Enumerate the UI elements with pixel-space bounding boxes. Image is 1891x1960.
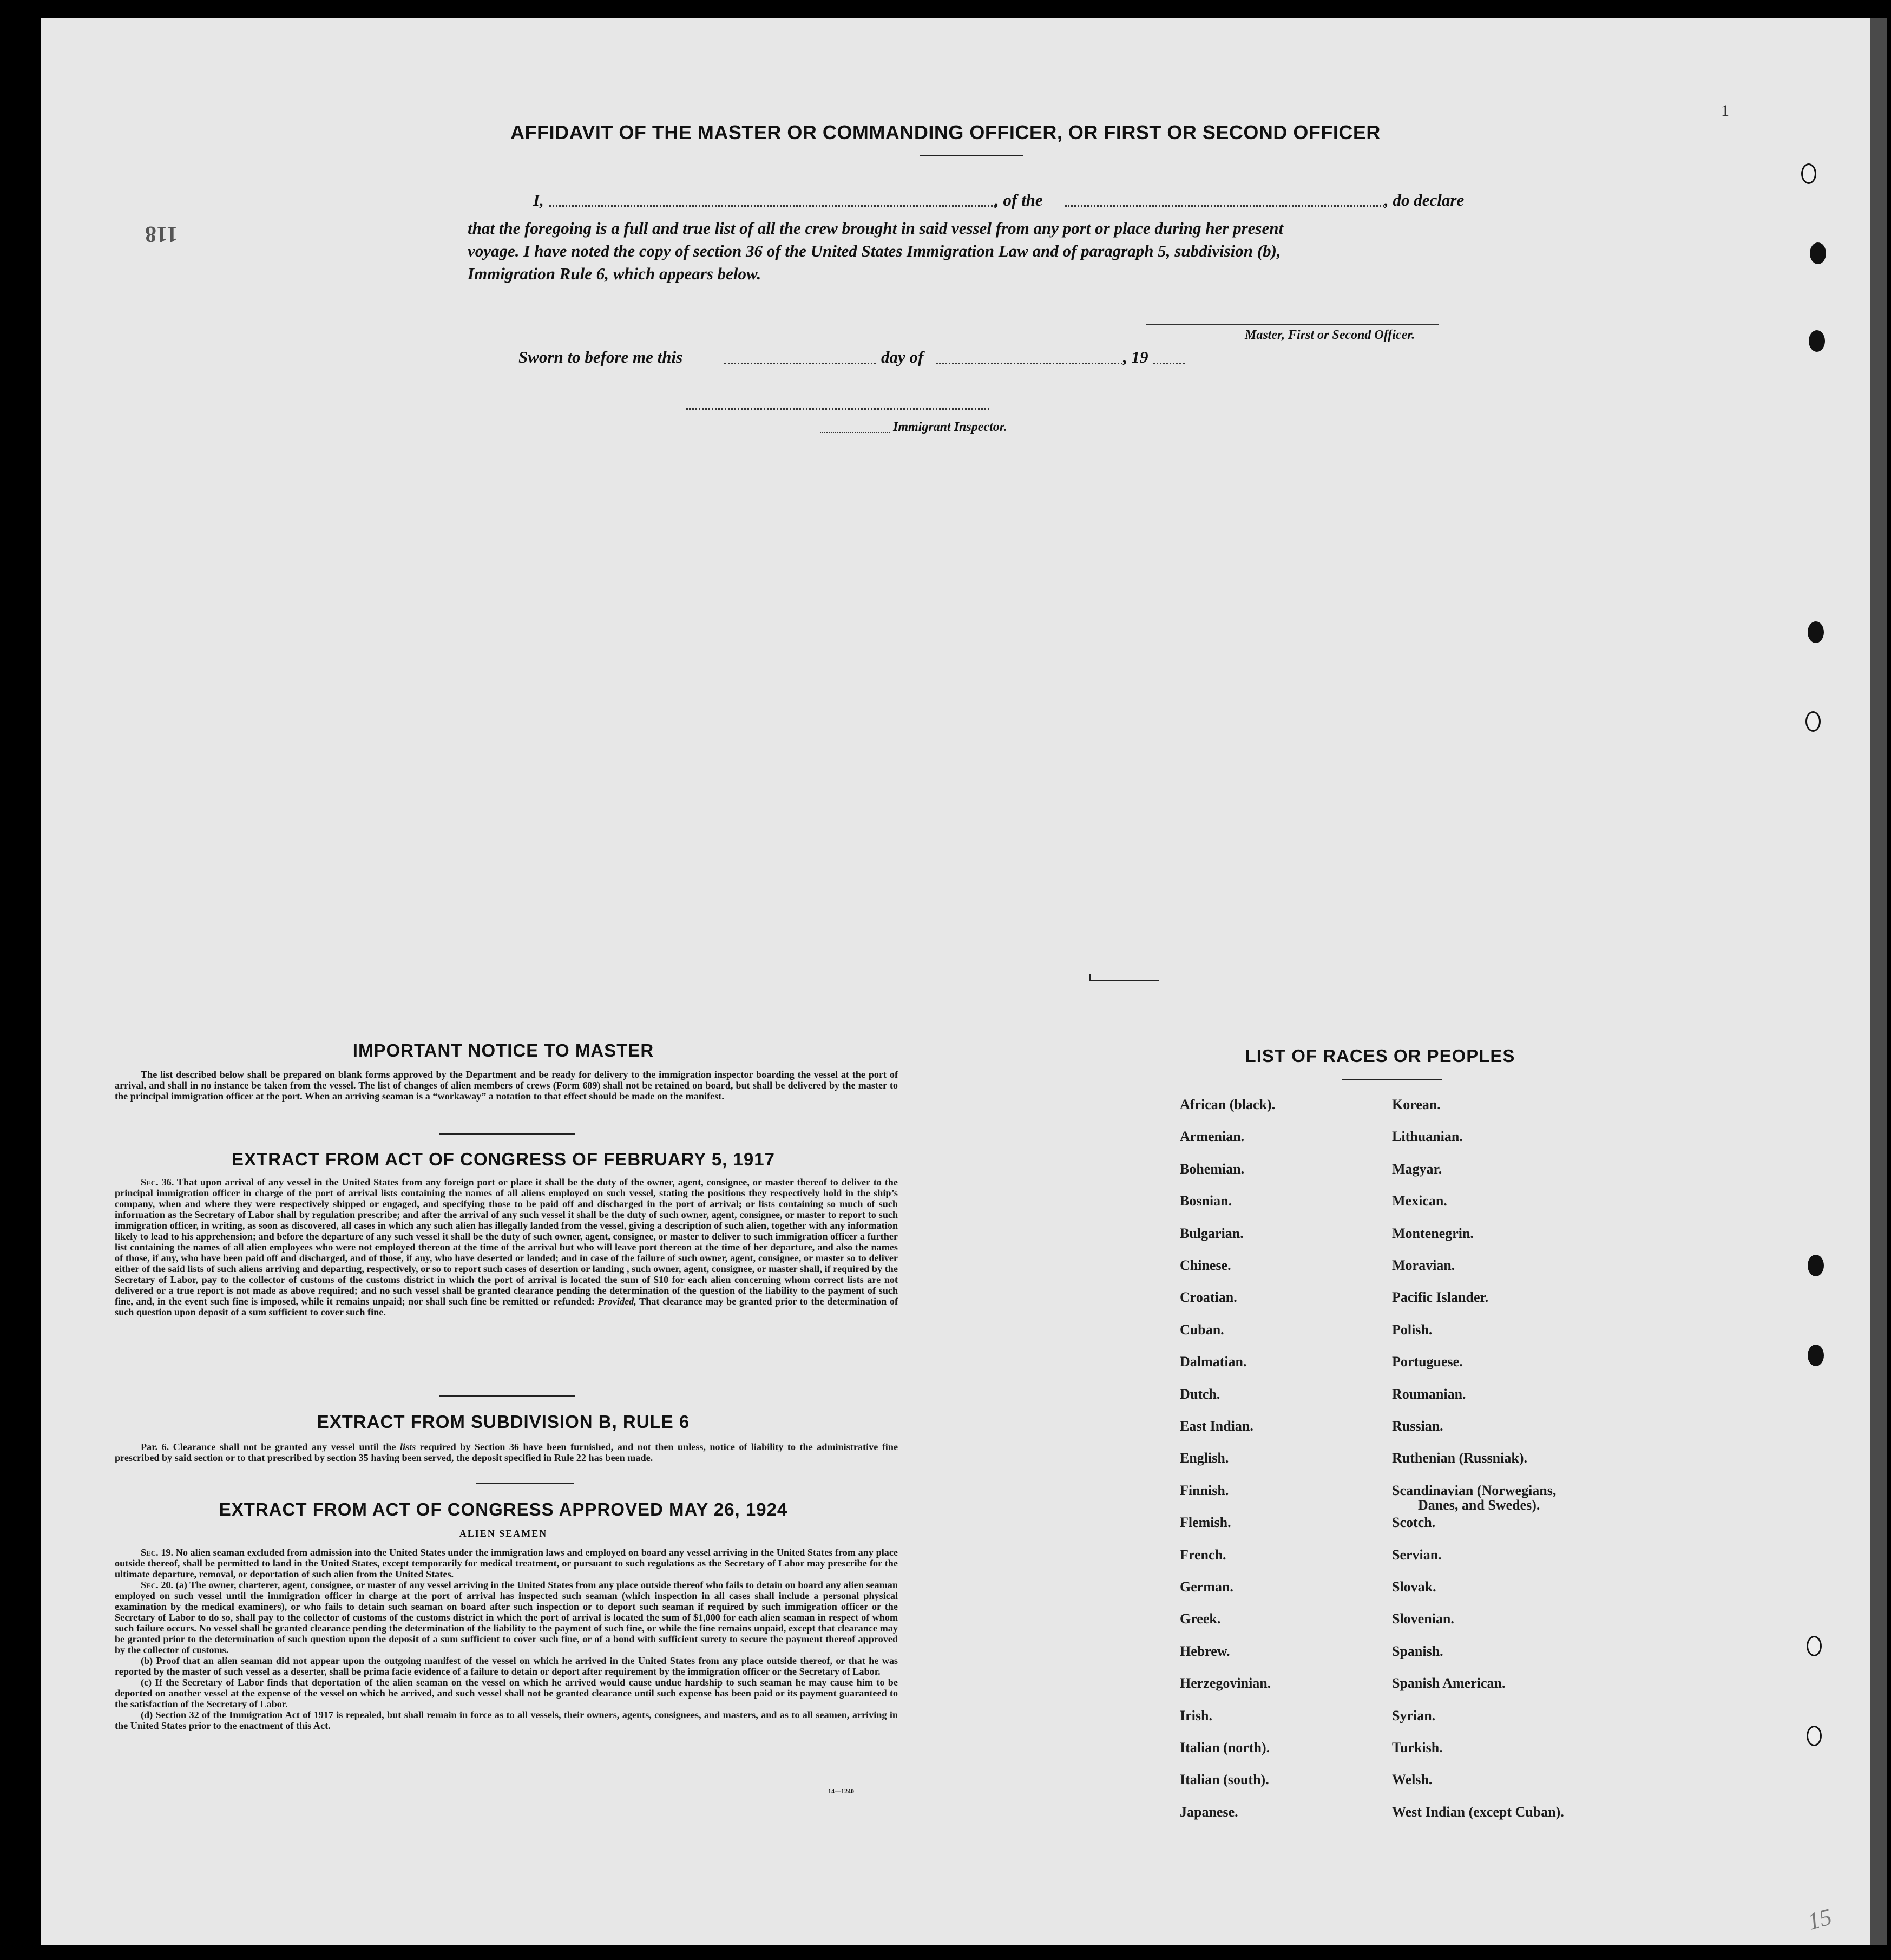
race-item: Servian. <box>1392 1546 1442 1563</box>
title-rule <box>920 155 1023 156</box>
sec36-label: Sec. 36. <box>141 1177 174 1188</box>
race-item: Ruthenian (Russniak). <box>1392 1450 1527 1466</box>
punch-hole <box>1801 163 1816 184</box>
race-item: Spanish. <box>1392 1643 1443 1659</box>
sworn-day-of: day of <box>881 348 924 366</box>
extract-1924-title: EXTRACT FROM ACT OF CONGRESS APPROVED MAY 26, 1924 <box>219 1499 788 1519</box>
race-item: West Indian (except Cuban). <box>1392 1804 1564 1820</box>
rule-3 <box>476 1483 574 1484</box>
center-mark <box>1089 980 1159 981</box>
affidavit-title: AFFIDAVIT OF THE MASTER OR COMMANDING OFFICER, OR FIRST OR SECOND OFFICER <box>510 121 1381 143</box>
race-item: Moravian. <box>1392 1257 1455 1273</box>
vessel-blank[interactable] <box>1065 205 1384 207</box>
race-item: Korean. <box>1392 1097 1441 1112</box>
affidavit-i: I, <box>533 191 544 209</box>
scan-edge <box>1870 18 1887 1945</box>
rule6-text <box>115 1441 898 1463</box>
affidavit-line-2: that the foregoing is a full and true list of all the crew brought in said vessel from any port or place during her present <box>468 219 1284 238</box>
provided-word: Provided, <box>597 1296 636 1307</box>
alien-seamen-heading: ALIEN SEAMEN <box>459 1528 548 1539</box>
master-signature-line[interactable] <box>1146 324 1439 325</box>
race-item: African (black). <box>1180 1097 1276 1112</box>
race-item: Hebrew. <box>1180 1643 1230 1659</box>
race-item: Bulgarian. <box>1180 1225 1244 1241</box>
extract-1924-text <box>115 1547 898 1731</box>
stamp-number: 118 <box>145 221 178 246</box>
race-item: Turkish. <box>1392 1740 1443 1755</box>
race-item: Polish. <box>1392 1321 1433 1338</box>
rule6-a: Par. 6. Clearance shall not be granted any vessel until the <box>141 1441 396 1452</box>
affidavit-line-3: voyage. I have noted the copy of section 36 of the United States Immigration Law and of paragraph 5, subdivision (b), <box>468 241 1281 260</box>
handwritten-number: 15 <box>1804 1903 1835 1935</box>
punch-hole <box>1808 1255 1824 1276</box>
sec20-label: Sec. 20. <box>141 1579 174 1590</box>
race-item: Roumanian. <box>1392 1386 1466 1402</box>
race-item: Syrian. <box>1392 1707 1436 1723</box>
race-item: East Indian. <box>1180 1418 1253 1434</box>
sec19-body: No alien seaman excluded from admission into the United States under the immigration laws and employed on board any vessel arriving in the United States from any place outside thereof, shall be permitted to land in the United States, except temporarily for medical treatment, or pursuant to such regulations as the Secretary of Labor may prescribe for the ultimate departure, removal, or deportation of such alien from the United States. <box>115 1547 898 1579</box>
race-item: Finnish. <box>1180 1482 1229 1498</box>
race-item: Slovenian. <box>1392 1611 1454 1627</box>
rule-2 <box>439 1395 575 1397</box>
extract-1917-title: EXTRACT FROM ACT OF CONGRESS OF FEBRUARY 5, 1917 <box>232 1149 775 1169</box>
race-item: Dalmatian. <box>1180 1354 1247 1370</box>
race-item: Portuguese. <box>1392 1354 1463 1370</box>
race-item: Spanish American. <box>1392 1675 1506 1692</box>
punch-hole <box>1808 621 1824 643</box>
sec36-end: That clearance may be granted prior to the determination of such question upon deposit of a sum sufficient to cover such fine. <box>115 1296 898 1317</box>
races-rule <box>1342 1079 1442 1080</box>
race-item: Cuban. <box>1180 1321 1224 1338</box>
race-item: Slovak. <box>1392 1579 1436 1595</box>
sec20a-body: (a) The owner, charterer, agent, consignee, or master of any vessel arriving in the United States from any place outside thereof who fails to detain on board any alien seaman employed on such vessel until the immigration officer in charge at the port of arrival has inspected such seaman (which inspection in all cases shall include a personal physical examination by the medical examiners), or who fails to detain such seaman on board after such inspection or to deport such seaman if required by such immigration officer or the Secretary of Labor to do so, shall pay to the collector of customs of the customs district in which the port of arrival is located the sum of $1,000 for each alien seaman in respect of whom such failure occurs. No vessel shall be granted clearance pending the determination of the liability to the payment of such fine, or while the fine remains unpaid, except that clearance may be granted prior to the determination of such question upon the deposit of a sum sufficient to cover such fine, or of a bond with sufficient surety to secure the payment thereof approved by the collector of customs. <box>115 1579 898 1655</box>
race-item: Magyar. <box>1392 1161 1442 1177</box>
master-signature-label: Master, First or Second Officer. <box>1245 328 1415 342</box>
page-mark: 1 <box>1721 102 1729 120</box>
races-title: LIST OF RACES OR PEOPLES <box>1245 1046 1515 1066</box>
race-item: Scotch. <box>1392 1515 1436 1531</box>
race-item: Croatian. <box>1180 1289 1237 1306</box>
race-item: Dutch. <box>1180 1386 1220 1402</box>
form-number: 14—1240 <box>828 1787 854 1795</box>
race-item: Welsh. <box>1392 1772 1433 1788</box>
race-item: Flemish. <box>1180 1515 1231 1531</box>
race-item: Italian (south). <box>1180 1772 1269 1788</box>
punch-hole <box>1808 1345 1824 1366</box>
affidavit-of-the: , of the <box>995 191 1043 209</box>
race-item: English. <box>1180 1450 1229 1466</box>
sworn-year: , 19 <box>1123 348 1148 366</box>
affidavit-line-4: Immigration Rule 6, which appears below. <box>468 264 761 283</box>
sworn-text: Sworn to before me this <box>518 348 683 366</box>
rule6-lists: lists <box>400 1441 416 1452</box>
race-item: Lithuanian. <box>1392 1129 1463 1145</box>
notice-text <box>115 1069 898 1102</box>
race-item: Irish. <box>1180 1707 1212 1723</box>
punch-hole <box>1807 1726 1822 1746</box>
race-item: Herzegovinian. <box>1180 1675 1271 1692</box>
inspector-signature-line[interactable] <box>686 408 989 410</box>
sworn-day-blank[interactable] <box>724 363 876 364</box>
sworn-month-blank[interactable] <box>936 363 1126 364</box>
affidavit-do-declare: , do declare <box>1384 191 1465 209</box>
inspector-label: Immigrant Inspector. <box>893 420 1007 434</box>
race-item-continued: Danes, and Swedes). <box>1418 1497 1540 1513</box>
race-item: Bohemian. <box>1180 1161 1245 1177</box>
race-item: Scandinavian (Norwegians, <box>1392 1482 1557 1498</box>
sec20d-body: (d) Section 32 of the Immigration Act of 1917 is repealed, but shall remain in force as to all vessels, their owners, agents, consignees, and masters, and as to all seamen, arriving in the United States prior to the enactment of this Act. <box>115 1709 898 1731</box>
race-item: Greek. <box>1180 1611 1221 1627</box>
rule-1 <box>439 1133 575 1135</box>
rule6-title: EXTRACT FROM SUBDIVISION B, RULE 6 <box>317 1412 690 1432</box>
race-item: French. <box>1180 1546 1226 1563</box>
race-item: Japanese. <box>1180 1804 1238 1820</box>
sec19-label: Sec. 19. <box>141 1547 174 1558</box>
sworn-year-blank[interactable] <box>1153 363 1185 364</box>
race-item: Montenegrin. <box>1392 1225 1474 1241</box>
rule6-b: required by Section 36 have been furnished, and not then unless, notice of liability to the administrative fine prescribed by said section or to that prescribed by section 35 having been served, the deposit specified in Rule 22 has been made. <box>115 1441 898 1463</box>
race-item: Chinese. <box>1180 1257 1231 1273</box>
name-blank[interactable] <box>549 205 996 207</box>
race-item: Armenian. <box>1180 1129 1245 1145</box>
race-item: Pacific Islander. <box>1392 1289 1489 1306</box>
race-item: German. <box>1180 1579 1233 1595</box>
extract-1917-text <box>115 1177 898 1317</box>
race-item: Russian. <box>1392 1418 1443 1434</box>
sec20b-body: (b) Proof that an alien seaman did not appear upon the outgoing manifest of the vessel on which he arrived in the United States from any place outside thereof, or that he was reported by the master of such vessel as a deserter, shall be prima facie evidence of a failure to detain or deport after requirement by the immigration officer or the Secretary of Labor. <box>115 1655 898 1677</box>
sec36-body: That upon arrival of any vessel in the United States from any foreign port or place it shall be the duty of the owner, agent, consignee, or master thereof to deliver to the principal immigration officer in charge of the port of arrival lists containing the names of all aliens employed on such vessel, stating the positions they respectively hold in the ship’s company, when and where they were respectively shipped or engaged, and specifying those to be paid off and discharged in the port of arrival; or lists containing so much of such information as the Secretary of Labor shall by regulation prescribe; and after the arrival of any such vessel it shall be the duty of such owner, agent, consignee, or master to report to such immigration officer, in writing, as soon as discovered, all cases in which any such alien has illegally landed from the vessel, giving a description of such alien, together with any information likely to lead to his apprehension; and before the departure of any such vessel it shall be the duty of such owner, agent, consignee, or master to deliver to such immigration officer a further list containing the names of all alien employees who were not employed thereon at the time of the arrival but who will leave port thereon at the time of her departure, and also the names of those, if any, who have been paid off and discharged, and of those, if any, who have deserted or landed; and in case of the failure of such owner, agent, consignee, or master so to deliver either of the said lists of such aliens arriving and departing, respectively, or so to report such cases of desertion or landing , such owner, agent, consignee, or master shall, if required by the Secretary of Labor, pay to the collector of customs of the customs district in which the port of arrival is located the sum of $10 for each alien concerning whom correct lists are not delivered or a true report is not made as above required; and no such vessel shall be granted clearance pending the determination of the question of the liability to the payment of such fine, and, in the event such fine is imposed, while it remains unpaid; nor shall such fine be remitted or refunded: <box>115 1177 898 1307</box>
punch-hole <box>1807 1636 1822 1656</box>
punch-hole <box>1805 711 1821 732</box>
notice-paragraph: The list described below shall be prepared on blank forms approved by the Department and be ready for delivery to the immigration inspector boarding the vessel at the port of arrival, and shall in no instance be taken from the vessel. The list of changes of alien members of crews (Form 689) shall not be retained on board, but shall be delivered by the master to the principal immigration officer at the port. When an arriving seaman is a “workaway” a notation to that effect should be made on the manifest. <box>115 1069 898 1102</box>
race-item: Mexican. <box>1392 1193 1447 1209</box>
notice-title: IMPORTANT NOTICE TO MASTER <box>352 1040 654 1060</box>
sec20c-body: (c) If the Secretary of Labor finds that deportation of the alien seaman on the vessel on which he arrived would cause undue hardship to such seaman he may cause him to be deported on another vessel at the expense of the vessel on which he arrived, and such vessel shall not be granted clearance until such expense has been paid or its payment guaranteed to the satisfaction of the Secretary of Labor. <box>115 1677 898 1709</box>
race-item: Bosnian. <box>1180 1193 1232 1209</box>
punch-hole <box>1810 242 1826 264</box>
center-mark-tick <box>1089 974 1091 981</box>
race-item: Italian (north). <box>1180 1740 1270 1755</box>
inspector-dots <box>820 432 890 433</box>
punch-hole <box>1809 330 1825 352</box>
